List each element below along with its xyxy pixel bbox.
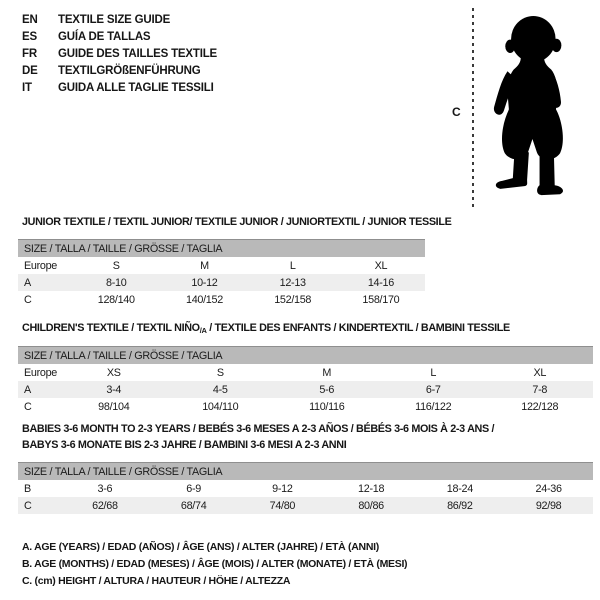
table-row bbox=[18, 381, 593, 398]
table-cell: 104/110 bbox=[202, 400, 239, 413]
table-cell: Europe bbox=[24, 366, 58, 379]
children-size-table bbox=[18, 346, 593, 415]
table-cell: 140/152 bbox=[185, 293, 223, 306]
table-size-header: SIZE / TALLA / TAILLE / GRÖSSE / TAGLIA bbox=[18, 463, 593, 481]
measurement-legend bbox=[22, 539, 407, 590]
table-cell: C bbox=[24, 293, 32, 306]
table-size-header: SIZE / TALLA / TAILLE / GRÖSSE / TAGLIA bbox=[18, 240, 425, 258]
lang-label: TEXTILGRÖßENFÜHRUNG bbox=[58, 64, 201, 77]
table-cell: C bbox=[18, 497, 61, 514]
table-cell: C bbox=[24, 400, 32, 413]
children-section-title bbox=[22, 320, 510, 339]
table-cell: L bbox=[289, 259, 296, 272]
table-row bbox=[18, 291, 425, 308]
children-title-subscript: /A bbox=[199, 326, 207, 335]
table-cell: 4-5 bbox=[167, 381, 273, 398]
table-row bbox=[18, 480, 593, 497]
lang-row-de bbox=[22, 62, 217, 79]
lang-label: GUIDA ALLE TAGLIE TESSILI bbox=[58, 81, 214, 94]
table-cell: 86/92 bbox=[415, 497, 504, 514]
table-row bbox=[18, 497, 593, 514]
table-cell: M bbox=[322, 366, 332, 379]
table-row bbox=[18, 274, 425, 291]
table-cell: 98/104 bbox=[98, 400, 130, 413]
table-cell: L bbox=[430, 366, 437, 379]
lang-label: TEXTILE SIZE GUIDE bbox=[58, 13, 171, 26]
lang-row-fr bbox=[22, 45, 217, 62]
table-cell: B bbox=[24, 482, 31, 495]
junior-section-title: JUNIOR TEXTILE / TEXTIL JUNIOR/ TEXTILE JUNIOR / JUNIORTEXTIL / JUNIOR TESSILE bbox=[22, 216, 452, 228]
table-cell: 152/158 bbox=[274, 293, 312, 306]
table-cell: S bbox=[112, 259, 120, 272]
legend-line-a: A. AGE (YEARS) / EDAD (AÑOS) / ÂGE (ANS) / ALTER (JAHRE) / ETÀ (ANNI) bbox=[22, 541, 379, 553]
table-cell: 18-24 bbox=[446, 482, 473, 495]
lang-row-it bbox=[22, 79, 217, 96]
table-cell: 24-36 bbox=[535, 482, 562, 495]
babies-size-table bbox=[18, 462, 593, 514]
lang-code: IT bbox=[22, 81, 32, 94]
table-cell: XL bbox=[374, 259, 388, 272]
junior-size-table bbox=[18, 239, 425, 308]
babies-title-line2: BABYS 3-6 MONATE BIS 2-3 JAHRE / BAMBINI 3-6 MESI A 2-3 ANNI bbox=[22, 439, 347, 451]
table-cell: 5-6 bbox=[274, 381, 380, 398]
babies-title-line1: BABIES 3-6 MONTH TO 2-3 YEARS / BEBÉS 3-6 MESES A 2-3 AÑOS / BÉBÉS 3-6 MOIS À 2-3 ANS / bbox=[22, 423, 495, 435]
table-cell: 92/98 bbox=[504, 497, 593, 514]
table-cell: XS bbox=[106, 366, 121, 379]
table-cell: 6-7 bbox=[380, 381, 486, 398]
table-cell: 9-12 bbox=[272, 482, 293, 495]
table-cell: 74/80 bbox=[238, 497, 327, 514]
table-cell: A bbox=[18, 274, 72, 291]
table-cell: S bbox=[216, 366, 224, 379]
table-size-header: SIZE / TALLA / TAILLE / GRÖSSE / TAGLIA bbox=[18, 347, 593, 365]
lang-code: FR bbox=[22, 47, 37, 60]
table-cell: Europe bbox=[24, 259, 58, 272]
legend-line-c: C. (cm) HEIGHT / ALTURA / HAUTEUR / HÖHE / ALTEZZA bbox=[22, 575, 291, 587]
table-cell: 62/68 bbox=[61, 497, 150, 514]
table-cell: 3-6 bbox=[97, 482, 113, 495]
table-cell: 110/116 bbox=[309, 400, 345, 413]
table-cell: 68/74 bbox=[149, 497, 238, 514]
lang-row-en bbox=[22, 11, 217, 28]
table-cell: 116/122 bbox=[415, 400, 452, 413]
lang-code: EN bbox=[22, 13, 38, 26]
table-cell: XL bbox=[533, 366, 547, 379]
table-cell: 10-12 bbox=[160, 274, 248, 291]
table-cell: 3-4 bbox=[61, 381, 167, 398]
table-cell: 14-16 bbox=[337, 274, 425, 291]
lang-code: DE bbox=[22, 64, 38, 77]
language-title-block bbox=[22, 11, 217, 96]
baby-silhouette-icon bbox=[487, 9, 585, 216]
table-cell: 122/128 bbox=[521, 400, 559, 413]
table-cell: 6-9 bbox=[186, 482, 201, 495]
table-cell: 12-18 bbox=[358, 482, 385, 495]
table-row bbox=[18, 257, 425, 274]
babies-section-title bbox=[22, 421, 494, 453]
lang-label: GUIDE DES TAILLES TEXTILE bbox=[58, 47, 217, 60]
table-cell: 128/140 bbox=[97, 293, 135, 306]
table-cell: M bbox=[200, 259, 209, 272]
lang-row-es bbox=[22, 28, 217, 45]
table-cell: 7-8 bbox=[486, 381, 593, 398]
table-cell: A bbox=[18, 381, 61, 398]
table-cell: 80/86 bbox=[327, 497, 416, 514]
table-row bbox=[18, 364, 593, 381]
table-cell: 158/170 bbox=[362, 293, 400, 306]
children-title-prefix: CHILDREN'S TEXTILE / TEXTIL NIÑO bbox=[22, 322, 200, 334]
table-row bbox=[18, 398, 593, 415]
lang-code: ES bbox=[22, 30, 37, 43]
measure-c-label: C bbox=[452, 105, 461, 119]
legend-line-b: B. AGE (MONTHS) / EDAD (MESES) / ÂGE (MOIS) / ALTER (MONATE) / ETÀ (MESI) bbox=[22, 558, 408, 570]
children-title-suffix: / TEXTILE DES ENFANTS / KINDERTEXTIL / BAMBINI TESSILE bbox=[206, 322, 510, 334]
table-cell: 8-10 bbox=[72, 274, 160, 291]
height-measure-dotted-line bbox=[472, 8, 474, 210]
lang-label: GUÍA DE TALLAS bbox=[58, 30, 151, 43]
table-cell: 12-13 bbox=[249, 274, 337, 291]
